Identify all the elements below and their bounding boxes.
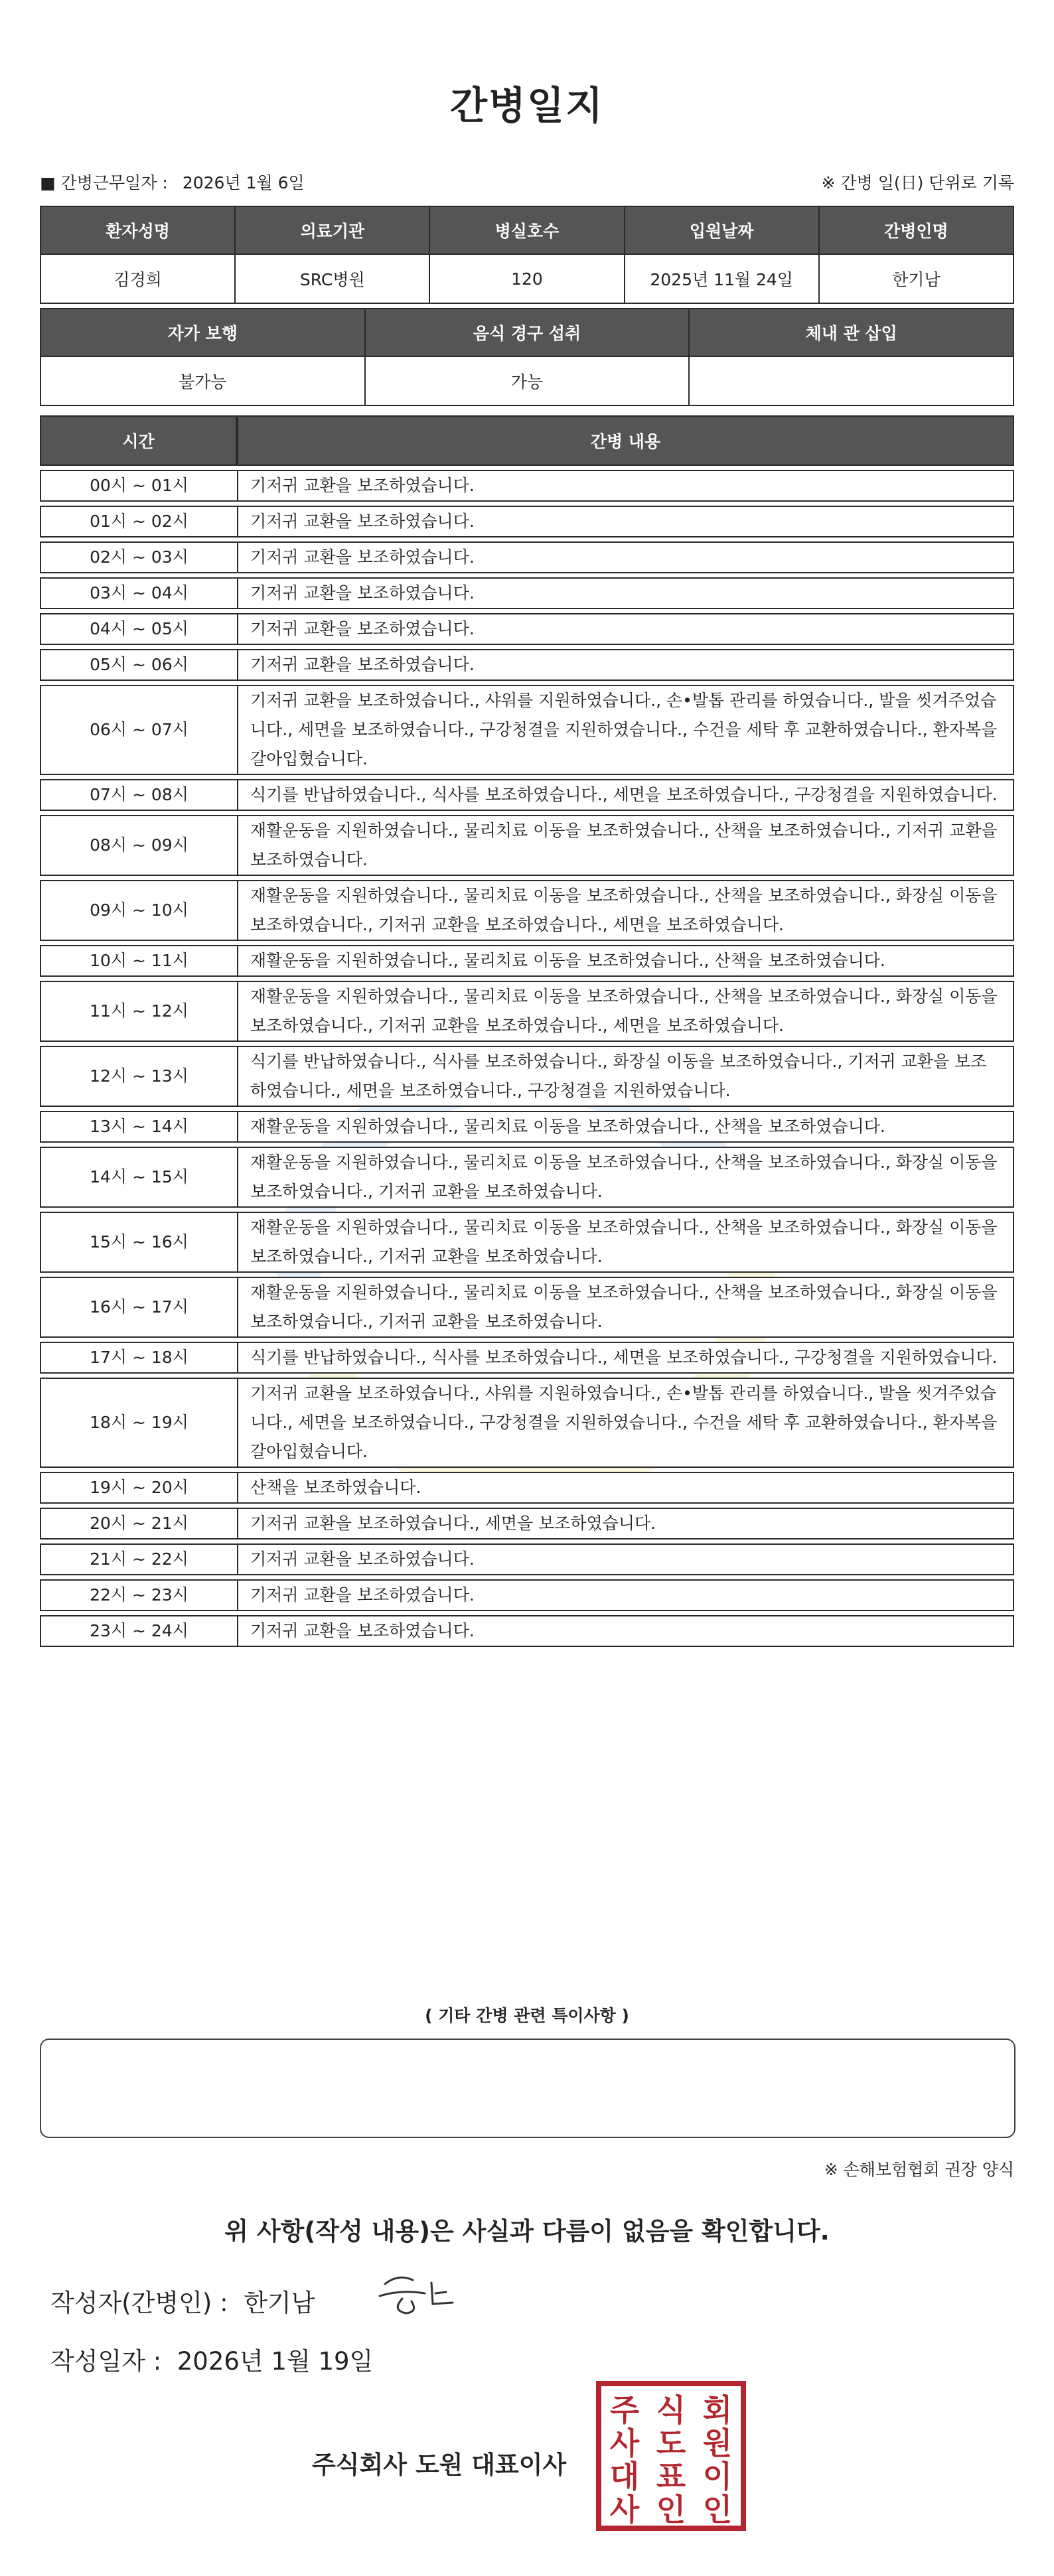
company-seal [595,2380,747,2532]
care-log-row [40,1277,1014,1338]
seal-char: 도 [656,2425,686,2461]
notes-box [40,2039,1016,2138]
care-log-row [40,880,1014,941]
hospital: SRC병원 [235,254,429,303]
care-log-row [40,685,1014,775]
care-log-time: 20시 ~ 21시 [40,1508,237,1539]
seal-char: 사 [609,2425,640,2461]
care-log-row [40,470,1014,502]
seal-char: 사 [609,2492,640,2528]
header-patient-name: 환자성명 [40,206,235,254]
care-log-time: 21시 ~ 22시 [40,1543,237,1575]
header-oral-intake: 음식 경구 섭취 [365,309,690,356]
care-log-row [40,945,1014,977]
care-log-row [40,1147,1014,1208]
self-walking: 불가능 [40,356,365,405]
care-log-time: 22시 ~ 23시 [40,1579,237,1611]
care-log-time: 00시 ~ 01시 [40,470,237,502]
signature [372,2269,465,2329]
care-log-content: 기저귀 교환을 보조하였습니다., 샤워를 지원하였습니다., 손•발톱 관리를 하였습니다., 발을 씻겨주었습니다., 세면을 보조하였습니다., 구강청결을 지원하였습니다., 수건을 세탁 후 교환하였습니다., 환자복을 갈아입혔습니다. [237,1378,1014,1468]
care-log-header-row [40,415,1014,466]
care-log-time: 01시 ~ 02시 [40,506,237,537]
care-log-row [40,1472,1014,1504]
written-date [50,2341,373,2377]
care-log-time: 05시 ~ 06시 [40,649,237,681]
care-log-content: 기저귀 교환을 보조하였습니다. [237,1615,1014,1647]
meta-row [40,170,1014,196]
care-log-content: 재활운동을 지원하였습니다., 물리치료 이동을 보조하였습니다., 산책을 보조하였습니다. [237,945,1014,977]
daily-record-note: ※ 간병 일(日) 단위로 기록 [821,173,1014,192]
care-log-content: 기저귀 교환을 보조하였습니다. [237,577,1014,609]
care-log-content: 식기를 반납하였습니다., 식사를 보조하였습니다., 화장실 이동을 보조하였습니다., 기저귀 교환을 보조하였습니다., 세면을 보조하였습니다., 구강청결을 지원하였습니다. [237,1046,1014,1107]
patient-status-value-row [40,356,1014,405]
care-log-row [40,815,1014,876]
care-log-table [40,411,1014,1651]
written-date-label: 작성일자 : [50,2347,162,2376]
care-log-content: 재활운동을 지원하였습니다., 물리치료 이동을 보조하였습니다., 산책을 보조하였습니다., 화장실 이동을 보조하였습니다., 기저귀 교환을 보조하였습니다. [237,1212,1014,1273]
care-log-row [40,1579,1014,1611]
care-log-content: 산책을 보조하였습니다. [237,1472,1014,1504]
care-log-time: 10시 ~ 11시 [40,945,237,977]
care-log-row [40,577,1014,609]
care-log-time: 09시 ~ 10시 [40,880,237,941]
care-log-row [40,1378,1014,1468]
care-log-row [40,1543,1014,1575]
seal-char: 인 [656,2492,686,2528]
care-log-content: 기저귀 교환을 보조하였습니다. [237,1543,1014,1575]
writer [50,2283,315,2319]
care-log-time: 12시 ~ 13시 [40,1046,237,1107]
care-log-time: 02시 ~ 03시 [40,541,237,573]
care-log-content: 기저귀 교환을 보조하였습니다. [237,649,1014,681]
care-log-time: 13시 ~ 14시 [40,1111,237,1143]
care-log-content: 식기를 반납하였습니다., 식사를 보조하였습니다., 세면을 보조하였습니다., 구강청결을 지원하였습니다. [237,779,1014,811]
care-work-date [40,170,305,194]
care-log-row [40,1212,1014,1273]
care-work-date-label: ■ 간병근무일자 : [40,173,168,192]
care-log-content: 기저귀 교환을 보조하였습니다. [237,541,1014,573]
care-log-time: 23시 ~ 24시 [40,1615,237,1647]
care-log-content: 식기를 반납하였습니다., 식사를 보조하였습니다., 세면을 보조하였습니다., 구강청결을 지원하였습니다. [237,1342,1014,1374]
care-log-row [40,1046,1014,1107]
care-log-time: 18시 ~ 19시 [40,1378,237,1468]
care-log-time: 19시 ~ 20시 [40,1472,237,1504]
writer-name: 한기남 [244,2289,315,2317]
care-log-content: 재활운동을 지원하였습니다., 물리치료 이동을 보조하였습니다., 산책을 보조하였습니다., 화장실 이동을 보조하였습니다., 기저귀 교환을 보조하였습니다., 세면을 보조하였습니다. [237,981,1014,1042]
seal-char: 대 [609,2459,640,2494]
seal-char: 회 [702,2392,733,2428]
patient-info-value-row [40,254,1014,303]
header-admission-date: 입원날짜 [625,206,819,254]
care-log-content: 기저귀 교환을 보조하였습니다., 샤워를 지원하였습니다., 손•발톱 관리를 하였습니다., 발을 씻겨주었습니다., 세면을 보조하였습니다., 구강청결을 지원하였습니다., 수건을 세탁 후 교환하였습니다., 환자복을 갈아입혔습니다. [237,685,1014,775]
care-log-row [40,506,1014,537]
care-log-row [40,1111,1014,1143]
care-log-row [40,541,1014,573]
care-log-content: 재활운동을 지원하였습니다., 물리치료 이동을 보조하였습니다., 산책을 보조하였습니다., 화장실 이동을 보조하였습니다., 기저귀 교환을 보조하였습니다., 세면을 보조하였습니다. [237,880,1014,941]
patient-info-table [40,206,1014,304]
seal-char: 이 [702,2459,733,2494]
care-log-row [40,1615,1014,1647]
seal-char: 표 [656,2459,686,2494]
admission-date: 2025년 11월 24일 [625,254,819,303]
header-room-number: 병실호수 [429,206,624,254]
care-log-time: 03시 ~ 04시 [40,577,237,609]
care-log-time: 07시 ~ 08시 [40,779,237,811]
seal-char: 원 [702,2425,733,2461]
care-log-row [40,613,1014,645]
care-log-row [40,649,1014,681]
patient-status-table [40,308,1014,406]
care-log-content: 재활운동을 지원하였습니다., 물리치료 이동을 보조하였습니다., 산책을 보조하였습니다., 기저귀 교환을 보조하였습니다. [237,815,1014,876]
care-log-content: 재활운동을 지원하였습니다., 물리치료 이동을 보조하였습니다., 산책을 보조하였습니다., 화장실 이동을 보조하였습니다., 기저귀 교환을 보조하였습니다. [237,1277,1014,1338]
patient-name: 김경희 [40,254,235,303]
header-tube-insertion: 체내 관 삽입 [689,309,1014,356]
company-representative: 주식회사 도원 대표이사 [312,2451,567,2479]
header-self-walking: 자가 보행 [40,309,365,356]
care-log-content: 기저귀 교환을 보조하였습니다. [237,506,1014,537]
care-log-content: 재활운동을 지원하였습니다., 물리치료 이동을 보조하였습니다., 산책을 보조하였습니다. [237,1111,1014,1143]
care-log-content: 재활운동을 지원하였습니다., 물리치료 이동을 보조하였습니다., 산책을 보조하였습니다., 화장실 이동을 보조하였습니다., 기저귀 교환을 보조하였습니다. [237,1147,1014,1208]
care-log-row [40,1342,1014,1374]
caregiver-name: 한기남 [819,254,1014,303]
form-note: ※ 손해보험협회 권장 양식 [824,2160,1014,2179]
seal-char: 주 [609,2392,640,2428]
header-care-content: 간병 내용 [237,415,1014,466]
care-log-content: 기저귀 교환을 보조하였습니다. [237,470,1014,502]
written-date-value: 2026년 1월 19일 [177,2347,374,2376]
document-title: 간병일지 [449,83,605,128]
oral-intake: 가능 [365,356,690,405]
patient-info-header-row [40,206,1014,254]
care-log-time: 15시 ~ 16시 [40,1212,237,1273]
confirmation-statement: 위 사항(작성 내용)은 사실과 다름이 없음을 확인합니다. [224,2217,830,2246]
seal-char: 인 [702,2492,733,2528]
care-log-time: 04시 ~ 05시 [40,613,237,645]
notes-title: ( 기타 간병 관련 특이사항 ) [425,2006,629,2025]
care-log-time: 08시 ~ 09시 [40,815,237,876]
care-log-content: 기저귀 교환을 보조하였습니다., 세면을 보조하였습니다. [237,1508,1014,1539]
care-log-time: 11시 ~ 12시 [40,981,237,1042]
care-log-time: 06시 ~ 07시 [40,685,237,775]
care-log-row [40,981,1014,1042]
header-caregiver-name: 간병인명 [819,206,1014,254]
care-work-date-value: 2026년 1월 6일 [182,173,305,192]
patient-status-header-row [40,309,1014,356]
tube-insertion [689,356,1014,405]
care-log-row [40,1508,1014,1539]
header-hospital: 의료기관 [235,206,429,254]
care-log-time: 14시 ~ 15시 [40,1147,237,1208]
writer-label: 작성자(간병인) : [50,2289,228,2317]
seal-char: 식 [656,2392,686,2428]
care-log-time: 16시 ~ 17시 [40,1277,237,1338]
care-log-row [40,779,1014,811]
care-log-content: 기저귀 교환을 보조하였습니다. [237,1579,1014,1611]
room-number: 120 [429,254,624,303]
care-log-time: 17시 ~ 18시 [40,1342,237,1374]
header-time: 시간 [40,415,237,466]
care-log-content: 기저귀 교환을 보조하였습니다. [237,613,1014,645]
care-log-body [40,470,1014,1647]
